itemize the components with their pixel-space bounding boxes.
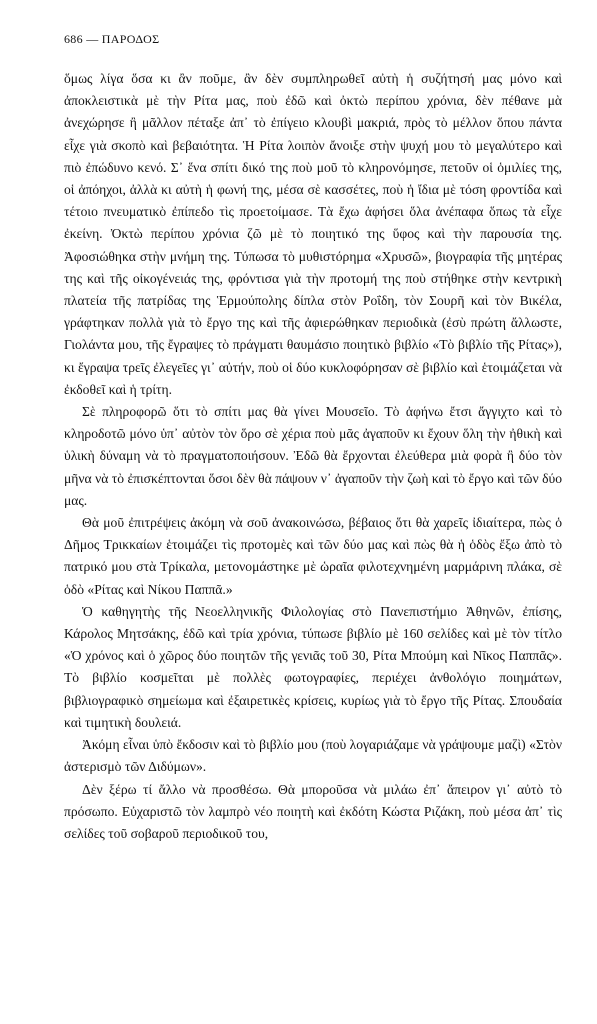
- body-text: [64, 68, 562, 845]
- paragraph: Ἀκόμη εἶναι ὑπὸ ἔκδοσιν καὶ τὸ βιβλίο μου (ποὺ λογαριάζαμε νὰ γράψουμε μαζὶ) «Στὸν ἀστερισμὸ τῶν Διδύμων».: [64, 737, 562, 775]
- paragraph: Ὁ καθηγητὴς τῆς Νεοελληνικῆς Φιλολογίας στὸ Πανεπιστήμιο Ἀθηνῶν, ἐπίσης, Κάρολος Μητσάκης, ἐδῶ καὶ τρία χρόνια, τύπωσε βιβλίο μὲ 160 σελίδες καὶ μὲ τὸν τίτλο «Ὁ χρόνος καὶ ὁ χῶρος δύο ποιητῶν τῆς γενιᾶς τοῦ 30, Ρίτα Μπούμη καὶ Νῖκος Παππᾶς». Τὸ βιβλίο κοσμεῖται μὲ πολλὲς φωτογραφίες, περιέχει ἀνθολόγιο ποιημάτων, βιβλιογραφικὸ σημείωμα καὶ ἐξαιρετικὲς κρίσεις, κυρίως γιὰ τὸ ἔργο τῆς Ρίτας. Σπουδαία καὶ τιμητικὴ δουλειά.: [64, 603, 562, 730]
- paragraph: Θὰ μοῦ ἐπιτρέψεις ἀκόμη νὰ σοῦ ἀνακοινώσω, βέβαιος ὅτι θὰ χαρεῖς ἰδιαίτερα, πὼς ὁ Δῆμος Τρικκαίων ἑτοιμάζει τὶς προτομὲς καὶ τῶν δύο μας καὶ πὼς θὰ ἡ ὁδὸς ἔξω ἀπὸ τὸ πατρικό μου στὰ Τρίκαλα, μετονομάστηκε μὲ ὡραῖα φιλοτεχνημένη μαρμάρινη πλάκα, σὲ ὁδὸ «Ρίτας καὶ Νίκου Παππᾶ.»: [64, 515, 562, 597]
- running-head: 686 — ΠΑΡΟΔΟΣ: [64, 32, 160, 46]
- paragraph: ὅμως λίγα ὅσα κι ἂν ποῦμε, ἂν δὲν συμπληρωθεῖ αὐτὴ ἡ συζήτησή μας μόνο καὶ ἀποκλειστικὰ μὲ τὴν Ρίτα μας, ποὺ ἐδῶ καὶ ὀκτὼ περίπου χρόνια, δὲν πέθανε μὰ ἀνεχώρησε ἢ μᾶλλον πέταξε ἀπ᾿ τὸ ἐπίγειο κλουβὶ μακριά, πρὸς τὸ μέλλον ὅπου πάντα εἶχε γιὰ σκοπὸ καὶ βεβαιότητα. Ἡ Ρίτα λοιπὸν ἄνοιξε στὴν ψυχή μου τὸ μεγαλύτερο καὶ πιὸ ἐπώδυνο κενό. Σ᾿ ἕνα σπίτι δικό της ποὺ μοῦ τὸ κληρονόμησε, πετοῦν οἱ ὁμιλίες της, οἱ ἀπόηχοι, ἀλλὰ κι αὐτὴ ἡ φωνή της, μέσα σὲ κασσέτες, ποὺ ἡ ἴδια μὲ τόση φροντίδα καὶ τέτοιο πνευματικὸ ἐπίπεδο τὶς προετοίμασε. Τὰ ἔχω ἀφήσει ὅλα ἀνέπαφα ὅπως τὰ εἶχε ἐκείνη. Ὀκτὼ περίπου χρόνια ζῶ μὲ τὸ ποιητικό της ὕφος καὶ τὴν παρουσία της. Ἀφοσιώθηκα στὴν μνήμη της. Τύπωσα τὸ μυθιστόρημα «Χρυσῶ», βιογραφία τῆς μητέρας της καὶ τῆς οἰκογένειάς της, φρόντισα γιὰ τὴν προτομή της ποὺ στήθηκε στὴν κεντρικὴ πλατεία τῆς πατρίδας της Ἑρμούπολης δίπλα στὸν Ροΐδη, τὸν Σουρῆ καὶ τὸν Βικέλα, γράφτηκαν πολλὰ γιὰ τὸ ἔργο της καὶ τῆς ἀφιερώθηκαν περιοδικὰ (ἐσὺ πρώτη ἄλλωστε, Γιολάντα μου, τῆς ἔγραψες τὸ πράγματι θαυμάσιο ποιητικὸ βιβλίο «Τὸ βιβλίο τῆς Ρίτας»), κι ἔγραψα τρεῖς ἐλεγεῖες γι᾿ αὐτήν, ποὺ οἱ δύο κυκλοφόρησαν σὲ βιβλίο καὶ ἑτοιμάζεται νὰ ἐκδοθεῖ καὶ ἡ τρίτη.: [64, 71, 562, 397]
- paragraph: Δὲν ξέρω τί ἄλλο νὰ προσθέσω. Θὰ μποροῦσα νὰ μιλάω ἐπ᾿ ἄπειρον γι᾿ αὐτὸ τὸ πρόσωπο. Εὐχαριστῶ τὸν λαμπρὸ νέο ποιητὴ καὶ ἐκδότη Κώστα Ριζάκη, ποὺ μέσα ἀπ᾿ τὶς σελίδες τοῦ σοβαροῦ περιοδικοῦ του,: [64, 781, 562, 841]
- paragraph: Σὲ πληροφορῶ ὅτι τὸ σπίτι μας θὰ γίνει Μουσεῖο. Τὸ ἀφήνω ἔτσι ἄγγιχτο καὶ τὸ κληροδοτῶ μόνο ὑπ᾿ αὐτὸν τὸν ὅρο σὲ χέρια ποὺ μᾶς ἀγαποῦν κι ἔχουν ὅλη τὴν ἠθικὴ καὶ ὑλικὴ δύναμη νὰ τὸ πραγματοποιήσουν. Ἐδῶ θὰ ἔρχονται ἐλεύθερα μιὰ φορὰ ἢ δύο τὸν μῆνα νὰ τὸ ἐπισκέπτονται ὅσοι δὲν θὰ πάψουν ν᾿ ἀγαποῦν τὴν ζωὴ καὶ τὸ ἔργο καὶ τῶν δύο μας.: [64, 404, 562, 508]
